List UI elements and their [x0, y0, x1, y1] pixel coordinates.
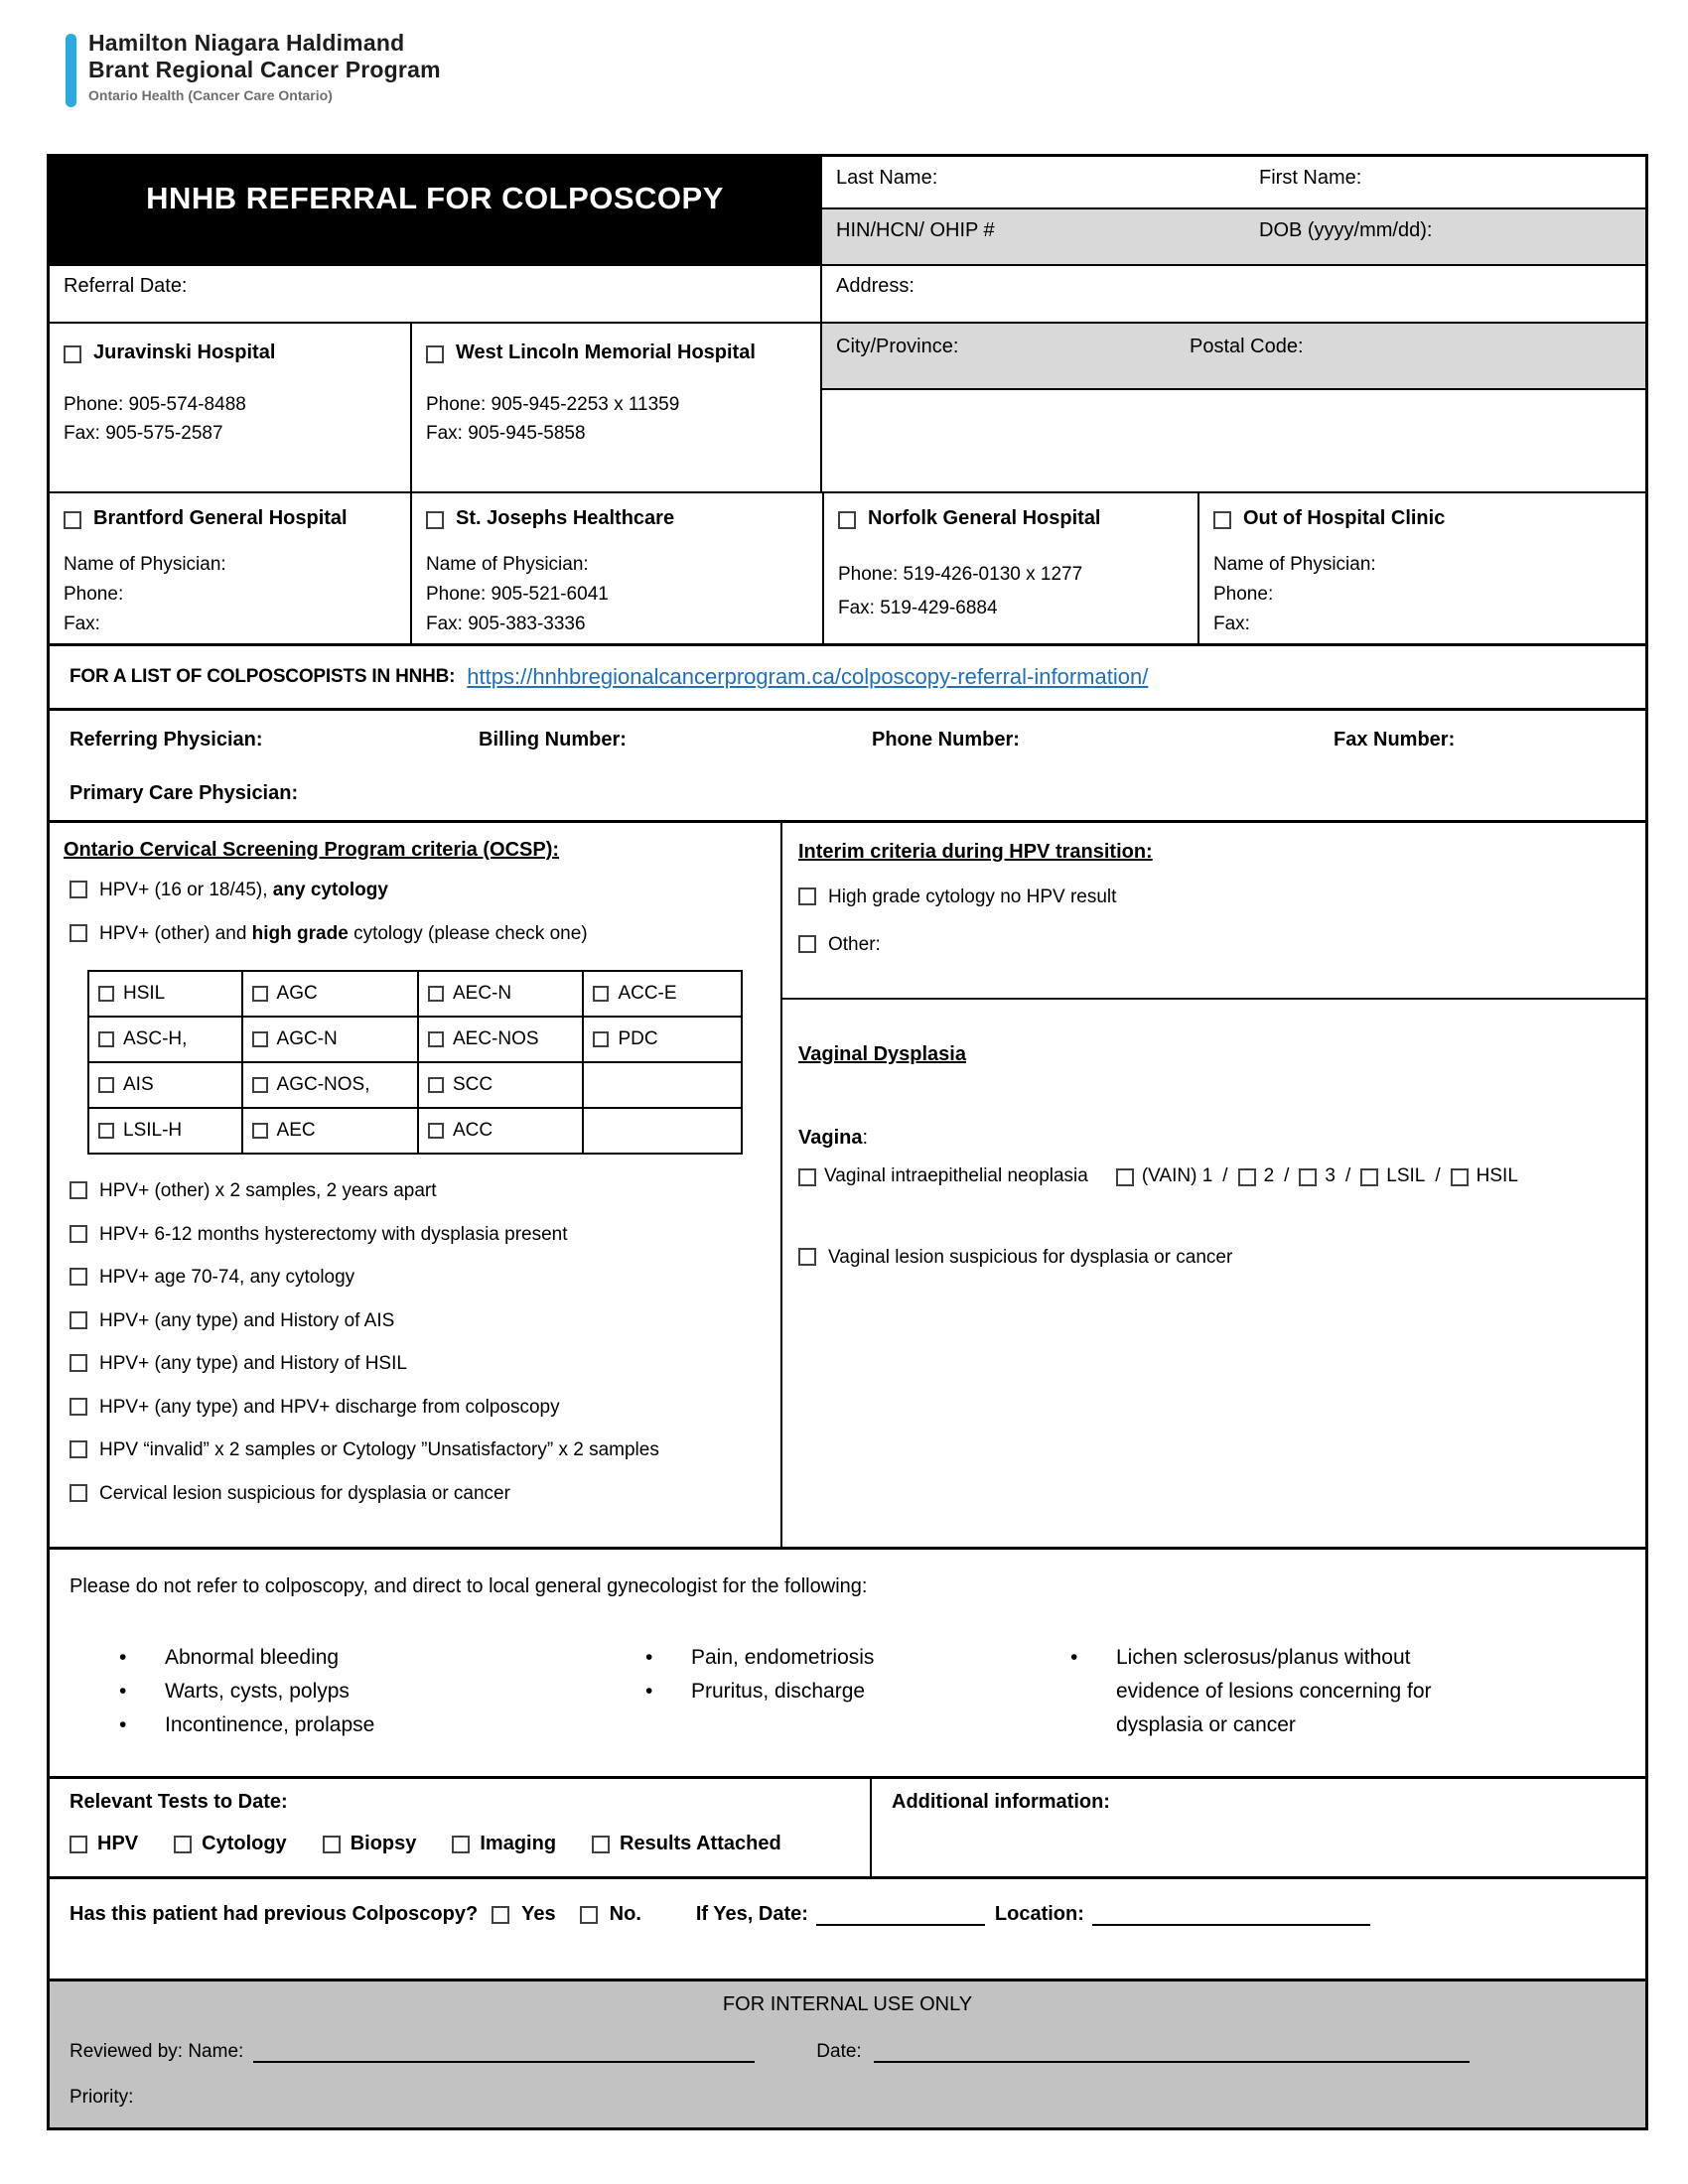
- referral-date-label: Referral Date:: [64, 275, 188, 297]
- internal-use-section: [50, 1979, 1645, 2127]
- table-row: [88, 1108, 742, 1154]
- bullet-icon: •: [645, 1646, 653, 1669]
- checkbox-imaging-test[interactable]: [452, 1836, 470, 1853]
- tests-heading: Relevant Tests to Date:: [70, 1791, 288, 1813]
- hospital-phone: Phone:: [64, 584, 124, 605]
- checkbox-cervical-lesion[interactable]: [70, 1484, 87, 1502]
- checkbox-age-70-74[interactable]: [70, 1268, 87, 1286]
- hospital-name: West Lincoln Memorial Hospital: [456, 341, 756, 363]
- referral-form: [47, 154, 1648, 2130]
- name-row[interactable]: [822, 157, 1645, 209]
- cell-label: AIS: [123, 1074, 154, 1095]
- checkbox-previous-no[interactable]: [580, 1906, 598, 1924]
- ocsp-criterion: [70, 1395, 659, 1421]
- checkbox-agc-n[interactable]: [252, 1031, 268, 1047]
- referring-physician-label: Referring Physician:: [70, 729, 263, 751]
- do-not-refer-col2: [645, 1641, 874, 1708]
- additional-info-cell[interactable]: [872, 1779, 1645, 1876]
- checkbox-vain-3[interactable]: [1299, 1168, 1317, 1186]
- interim-column: [782, 823, 1645, 1547]
- hospital-cell-st-josephs: [412, 493, 824, 643]
- hospital-phone: Phone: 905-945-2253 x 11359: [426, 394, 680, 415]
- checkbox-history-ais[interactable]: [70, 1311, 87, 1329]
- ocsp-item-text: HPV+ (16 or 18/45), any cytology: [99, 880, 388, 900]
- vain-option: 3: [1325, 1165, 1336, 1186]
- header-row: [50, 157, 1645, 264]
- test-option: HPV: [70, 1833, 138, 1855]
- other-fill-line[interactable]: [782, 998, 1645, 1000]
- table-row: [88, 1017, 742, 1062]
- review-date-label: Date:: [816, 2041, 862, 2062]
- interim-item-other: [798, 932, 881, 958]
- ocsp-criterion: [70, 1265, 659, 1291]
- checkbox-st-josephs[interactable]: [426, 511, 444, 529]
- checkbox-vaginal-lesion[interactable]: [798, 1248, 816, 1266]
- checkbox-agc-nos[interactable]: [252, 1077, 268, 1093]
- previous-date-line[interactable]: [816, 1904, 985, 1926]
- cell-label: ASC-H,: [123, 1028, 188, 1049]
- separator: /: [1435, 1165, 1441, 1186]
- ocsp-item-hpv-other: [70, 921, 588, 947]
- hospital-fax: Fax:: [1213, 614, 1250, 634]
- hospital-phone: Phone: 905-574-8488: [64, 394, 246, 415]
- checkbox-highgrade-no-hpv[interactable]: [798, 887, 816, 905]
- checkbox-hpv-other-x2[interactable]: [70, 1181, 87, 1199]
- ocsp-criterion: [70, 1437, 659, 1463]
- colposcopists-link-row: [50, 643, 1645, 708]
- bullet-item: • Abnormal bleeding: [119, 1641, 374, 1675]
- physician-name-label: Name of Physician:: [1213, 554, 1376, 575]
- criterion-text: HPV+ (any type) and History of AIS: [99, 1309, 395, 1331]
- checkbox-aec[interactable]: [252, 1123, 268, 1139]
- cell-label: ACC: [452, 1120, 493, 1141]
- address-label: Address:: [836, 275, 914, 297]
- do-not-refer-intro: Please do not refer to colposcopy, and direct to local general gynecologist for the following:: [70, 1575, 868, 1597]
- vain-option: 2: [1263, 1165, 1275, 1186]
- checkbox-history-hsil[interactable]: [70, 1354, 87, 1372]
- table-row: [88, 971, 742, 1017]
- no-label: No.: [609, 1903, 641, 1925]
- fax-number-label: Fax Number:: [1334, 729, 1456, 751]
- hospital-cell-west-lincoln: [412, 324, 822, 491]
- checkbox-asc-h[interactable]: [98, 1031, 114, 1047]
- hospital-fax: Fax: 905-575-2587: [64, 423, 223, 444]
- hospital-row-2: [50, 491, 1645, 643]
- tests-options: [70, 1833, 781, 1855]
- additional-info-label: Additional information:: [892, 1791, 1110, 1813]
- checkbox-results-attached[interactable]: [592, 1836, 610, 1853]
- bullet-item: • Pruritus, discharge: [645, 1675, 874, 1708]
- hospital-fax: Fax: 905-383-3336: [426, 614, 586, 634]
- ocsp-criterion: [70, 1178, 659, 1204]
- test-option: Cytology: [174, 1833, 287, 1855]
- checkbox-previous-yes[interactable]: [492, 1906, 509, 1924]
- priority-label: Priority:: [70, 2087, 134, 2108]
- bullet-item: • Pain, endometriosis: [645, 1641, 874, 1675]
- bullet-icon: •: [119, 1646, 127, 1669]
- bullet-item: • Warts, cysts, polyps: [119, 1675, 374, 1708]
- criterion-text: HPV+ 6-12 months hysterectomy with dysplasia present: [99, 1223, 568, 1245]
- criterion-text: Other:: [828, 934, 881, 955]
- hospital-row-1: [50, 322, 1645, 491]
- cell-label: SCC: [452, 1074, 493, 1095]
- bullet-icon: •: [119, 1713, 127, 1736]
- cell-label: ACC-E: [618, 983, 677, 1004]
- criterion-text: Vaginal lesion suspicious for dysplasia or cancer: [828, 1247, 1233, 1268]
- test-option: Biopsy: [323, 1833, 417, 1855]
- hospital-cell-norfolk: [824, 493, 1199, 643]
- city-postal-column: [822, 324, 1645, 491]
- hin-dob-row[interactable]: [822, 209, 1645, 264]
- hospital-phone: Phone: 905-521-6041: [426, 584, 609, 605]
- cell-label: AGC-N: [276, 1028, 338, 1049]
- checkbox-vain-hsil[interactable]: [1451, 1168, 1469, 1186]
- checkbox-ais[interactable]: [98, 1077, 114, 1093]
- vaginal-lesion-item: [798, 1245, 1232, 1271]
- checkbox-hpv-invalid[interactable]: [70, 1440, 87, 1458]
- billing-number-label: Billing Number:: [479, 729, 627, 751]
- interim-item-highgrade: [798, 885, 1116, 910]
- form-title: HNHB REFERRAL FOR COLPOSCOPY: [50, 157, 822, 264]
- separator: /: [1345, 1165, 1351, 1186]
- bullet-icon: •: [645, 1680, 653, 1703]
- test-option: Results Attached: [592, 1833, 781, 1855]
- checkbox-juravinski[interactable]: [64, 345, 81, 363]
- separator: /: [1284, 1165, 1290, 1186]
- cell-label: AEC-NOS: [452, 1028, 539, 1049]
- cell-label: AGC-NOS,: [276, 1074, 370, 1095]
- vain-option: LSIL: [1386, 1165, 1426, 1186]
- checkbox-biopsy-test[interactable]: [323, 1836, 341, 1853]
- checkbox-acc[interactable]: [428, 1123, 444, 1139]
- bullet-item: • Incontinence, prolapse: [119, 1708, 374, 1742]
- separator: /: [1222, 1165, 1228, 1186]
- reviewed-name-line[interactable]: [253, 2041, 755, 2063]
- tests-section: [50, 1776, 1645, 1876]
- interim-heading: Interim criteria during HPV transition:: [798, 841, 1153, 863]
- checkbox-vain-1[interactable]: [1116, 1168, 1134, 1186]
- checkbox-west-lincoln[interactable]: [426, 345, 444, 363]
- phone-number-label: Phone Number:: [872, 729, 1020, 751]
- test-option: Imaging: [452, 1833, 556, 1855]
- logo-blue-bar-icon: [66, 34, 76, 107]
- checkbox-scc[interactable]: [428, 1077, 444, 1093]
- last-name-label: Last Name:: [836, 167, 938, 189]
- address-field[interactable]: [822, 266, 1645, 322]
- checkbox-acc-e[interactable]: [593, 986, 609, 1002]
- hospital-fax: Fax: 519-429-6884: [838, 598, 998, 618]
- address-line2-field[interactable]: [822, 390, 1645, 491]
- bullet-icon: •: [119, 1680, 127, 1703]
- hospital-name: St. Josephs Healthcare: [456, 507, 675, 529]
- checkbox-lsil-h[interactable]: [98, 1123, 114, 1139]
- checkbox-hpv-other-highgrade[interactable]: [70, 924, 87, 942]
- colposcopists-link[interactable]: https://hnhbregionalcancerprogram.ca/colposcopy-referral-information/: [467, 664, 1149, 689]
- ocsp-criteria-list: [70, 1178, 659, 1507]
- checkbox-agc[interactable]: [252, 986, 268, 1002]
- hospital-name: Juravinski Hospital: [93, 341, 276, 363]
- checkbox-vain-lsil[interactable]: [1360, 1168, 1378, 1186]
- physician-row: [50, 708, 1645, 820]
- hospital-phone: Phone: 519-426-0130 x 1277: [838, 564, 1083, 585]
- cell-label: LSIL-H: [123, 1120, 183, 1141]
- checkbox-vain[interactable]: [798, 1168, 816, 1186]
- criterion-text: Cervical lesion suspicious for dysplasia or cancer: [99, 1482, 510, 1504]
- table-row: [88, 1062, 742, 1108]
- city-postal-row[interactable]: [822, 324, 1645, 390]
- hospital-cell-out-of-hospital: [1199, 493, 1645, 643]
- patient-header: [822, 157, 1645, 264]
- vain-lead-text: Vaginal intraepithelial neoplasia: [824, 1165, 1088, 1186]
- primary-care-physician-label: Primary Care Physician:: [70, 782, 299, 804]
- hospital-name: Out of Hospital Clinic: [1243, 507, 1446, 529]
- first-name-label: First Name:: [1259, 167, 1362, 189]
- hospital-phone: Phone:: [1213, 584, 1274, 605]
- hospital-cell-brantford: [50, 493, 412, 643]
- criterion-text: HPV+ (other) x 2 samples, 2 years apart: [99, 1180, 437, 1201]
- hospital-cell-juravinski: [50, 324, 412, 491]
- checkbox-hpv-discharge[interactable]: [70, 1398, 87, 1416]
- yes-label: Yes: [521, 1903, 556, 1925]
- physician-name-label: Name of Physician:: [426, 554, 589, 575]
- criterion-text: HPV+ (any type) and History of HSIL: [99, 1353, 407, 1374]
- checkbox-vain-2[interactable]: [1238, 1168, 1256, 1186]
- do-not-refer-col1: [119, 1641, 374, 1742]
- vain-option: HSIL: [1476, 1165, 1518, 1186]
- ocsp-criterion: [70, 1481, 659, 1507]
- hospital-fax: Fax:: [64, 614, 100, 634]
- internal-use-title: FOR INTERNAL USE ONLY: [722, 1993, 973, 2015]
- cell-label: PDC: [618, 1028, 658, 1049]
- hnhb-logo: [66, 30, 441, 107]
- vagina-label: Vagina:: [798, 1127, 869, 1149]
- do-not-refer-col3: [1070, 1641, 1468, 1742]
- logo-subtitle: Ontario Health (Cancer Care Ontario): [88, 87, 333, 103]
- hospital-name: Norfolk General Hospital: [868, 507, 1101, 529]
- ocsp-item-text: HPV+ (other) and high grade cytology (please check one): [99, 923, 588, 944]
- dob-label: DOB (yyyy/mm/dd):: [1259, 219, 1433, 241]
- checkbox-aec-nos[interactable]: [428, 1031, 444, 1047]
- ocsp-item-hpv16: [70, 878, 388, 903]
- ocsp-column: [50, 823, 782, 1547]
- cell-label: AGC: [276, 983, 318, 1004]
- empty-cell: [583, 1062, 742, 1108]
- postal-code-label: Postal Code:: [1190, 336, 1304, 357]
- criterion-text: High grade cytology no HPV result: [828, 887, 1117, 907]
- checkbox-hysterectomy[interactable]: [70, 1225, 87, 1243]
- reviewed-by-label: Reviewed by: Name:: [70, 2041, 244, 2062]
- cell-label: AEC: [276, 1120, 316, 1141]
- checkbox-brantford[interactable]: [64, 511, 81, 529]
- cytology-table: [87, 970, 743, 1155]
- checkbox-hpv-test[interactable]: [70, 1836, 87, 1853]
- checkbox-cytology-test[interactable]: [174, 1836, 192, 1853]
- ocsp-heading: Ontario Cervical Screening Program criteria (OCSP):: [64, 839, 560, 861]
- checkbox-pdc[interactable]: [593, 1031, 609, 1047]
- hospital-fax: Fax: 905-945-5858: [426, 423, 586, 444]
- criterion-text: HPV+ age 70-74, any cytology: [99, 1267, 355, 1288]
- if-yes-date-label: If Yes, Date:: [695, 1903, 808, 1925]
- checkbox-other[interactable]: [798, 935, 816, 953]
- physician-name-label: Name of Physician:: [64, 554, 226, 575]
- bullet-item: • Lichen sclerosus/planus without evidence of lesions concerning for dysplasia or cancer: [1070, 1641, 1468, 1742]
- logo-line1: Hamilton Niagara Haldimand: [88, 30, 405, 56]
- ocsp-criterion: [70, 1351, 659, 1377]
- empty-cell: [583, 1108, 742, 1154]
- city-province-label: City/Province:: [836, 336, 959, 357]
- criterion-text: HPV “invalid” x 2 samples or Cytology ”Unsatisfactory” x 2 samples: [99, 1439, 659, 1460]
- criteria-section: [50, 820, 1645, 1547]
- review-date-line[interactable]: [874, 2041, 1470, 2063]
- ocsp-criterion: [70, 1308, 659, 1334]
- checkbox-out-of-hospital[interactable]: [1213, 511, 1231, 529]
- cell-label: AEC-N: [452, 983, 512, 1004]
- vain-option: (VAIN) 1: [1141, 1165, 1213, 1186]
- checkbox-norfolk[interactable]: [838, 511, 856, 529]
- date-address-row: [50, 264, 1645, 322]
- bullet-icon: •: [1070, 1646, 1078, 1669]
- ocsp-criterion: [70, 1222, 659, 1248]
- logo-line2: Brant Regional Cancer Program: [88, 57, 441, 82]
- vaginal-dysplasia-heading: Vaginal Dysplasia: [798, 1043, 966, 1065]
- vain-row: [798, 1165, 1518, 1187]
- checkbox-aec-n[interactable]: [428, 986, 444, 1002]
- previous-colposcopy-section: [50, 1876, 1645, 1979]
- tests-left: [50, 1779, 872, 1876]
- criterion-text: HPV+ (any type) and HPV+ discharge from colposcopy: [99, 1396, 560, 1418]
- checkbox-hsil[interactable]: [98, 986, 114, 1002]
- do-not-refer-section: [50, 1547, 1645, 1776]
- cell-label: HSIL: [123, 983, 166, 1004]
- checkbox-hpv16[interactable]: [70, 881, 87, 898]
- colposcopists-label: FOR A LIST OF COLPOSCOPISTS IN HNHB:: [70, 666, 456, 687]
- hospital-name: Brantford General Hospital: [93, 507, 348, 529]
- previous-location-line[interactable]: [1092, 1904, 1370, 1926]
- location-label: Location:: [994, 1903, 1084, 1925]
- referral-date-field[interactable]: [50, 266, 822, 322]
- previous-colposcopy-question: Has this patient had previous Colposcopy?: [70, 1903, 479, 1925]
- hin-label: HIN/HCN/ OHIP #: [836, 219, 995, 241]
